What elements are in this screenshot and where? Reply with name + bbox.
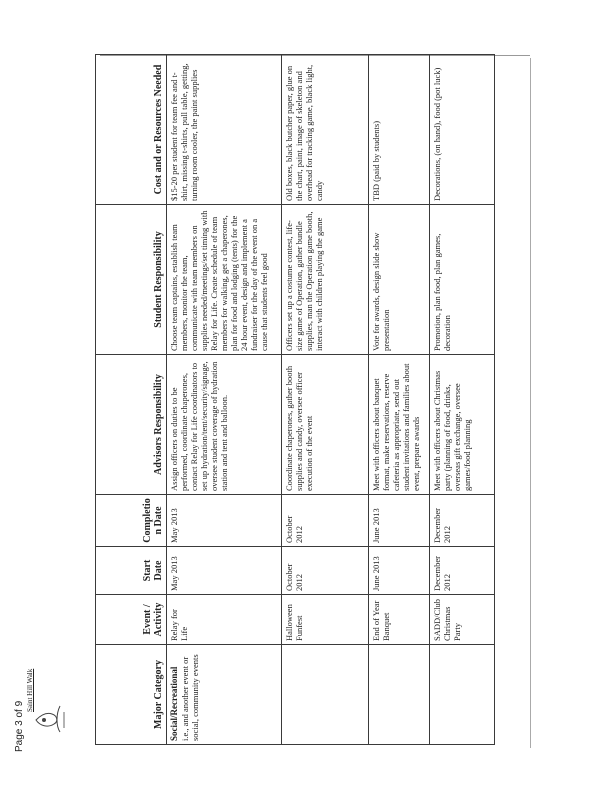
cell-start-date: October 2012 [282,547,369,595]
category-detail: i.e., and another event or social, community events [179,654,200,741]
cell-start-date: May 2013 [167,547,282,595]
header-major-category: Major Category [96,645,167,745]
cell-student-responsibility: Promotion, plan food, plan games, decoration [430,205,495,355]
cell-completion-date: June 2013 [369,495,430,547]
cell-cost: TBD (paid by students) [369,55,430,205]
header-advisors-responsibility: Advisors Responsibility [96,355,167,495]
cell-start-date: December 2012 [430,547,495,595]
cell-student-responsibility: Officers set up a costume contest, life-size game of Operation, gather bundle supplies, man the Operation game booth, interact with children playing the game [282,205,369,355]
cell-event: End of Year Banquet [369,595,430,645]
cell-category [167,645,282,745]
header-cost-resources: Cost and or Resources Needed [96,55,167,205]
cell-completion-date: December 2012 [430,495,495,547]
cell-cost: $15-20 per student for team fee and t-shirt, missing t-shirts, pull table, getting, turning room cooler, the paint supplies [167,55,282,205]
cell-completion-date: October 2012 [282,495,369,547]
category-title: Social/Recreational [169,666,179,741]
header-event-activity: Event / Activity [96,595,167,645]
cell-event: Halloween Funfest [282,595,369,645]
cell-start-date: June 2013 [369,547,430,595]
cell-advisor-responsibility: Assign officers on duties to be performed, coordinate chaperones, contact Relay for Life coordinators to set up hydration/tent/security/signage, oversee student coverage of hydration station and tent and balloon. [167,355,282,495]
cell-advisor-responsibility: Coordinate chaperones, gather booth supplies and candy, oversee officer execution of the event [282,355,369,495]
header-student-responsibility: Student Responsibility [96,205,167,355]
cell-event: SADD/Club Christmas Party [430,595,495,645]
table-header-row [96,55,167,745]
activity-plan-table [95,54,495,745]
table-row [430,55,495,745]
header-completion-date: Completion Date [96,495,167,547]
cell-cost: Old boxes, black butcher paper, glue on the chart, paint, image of skeleton and overhead for tracking game, black light, candy [282,55,369,205]
cell-completion-date: May 2013 [167,495,282,547]
cell-student-responsibility: Choose team captains, establish team members, monitor the team, communicate with team members on supplies needed/meetings/set timing with Relay for Life. Create schedule of team members for walking, get a chaperones, plan for food and lodging (tents) for the 24 hour event, design and implement a fundraiser for the day of the event on a cause that students feel good [167,205,282,355]
table-row [282,55,369,745]
cell-advisor-responsibility: Meet with officers about banquet format, make reservations, reserve cafeteria as appropriate, send out student invitations and families about event, prepare awards [369,355,430,495]
table-row [369,55,430,745]
logo-text: Saint Hill Walk [26,668,34,712]
cell-category [282,645,369,745]
cell-category [430,645,495,745]
table-row [167,55,282,745]
cell-cost: Decorations, (on hand), food (pot luck) [430,55,495,205]
cell-category [369,645,430,745]
cell-advisor-responsibility: Meet with officers about Christmas party (planning of food, drinks, overseas gift exchange, oversee games/food planning [430,355,495,495]
rotated-page [95,55,565,745]
cell-student-responsibility: Vote for awards, design slide show presentation [369,205,430,355]
cell-event: Relay for Life [167,595,282,645]
header-start-date: Start Date [96,547,167,595]
school-logo-icon [30,690,70,750]
page-number: Page 3 of 9 [14,700,25,752]
